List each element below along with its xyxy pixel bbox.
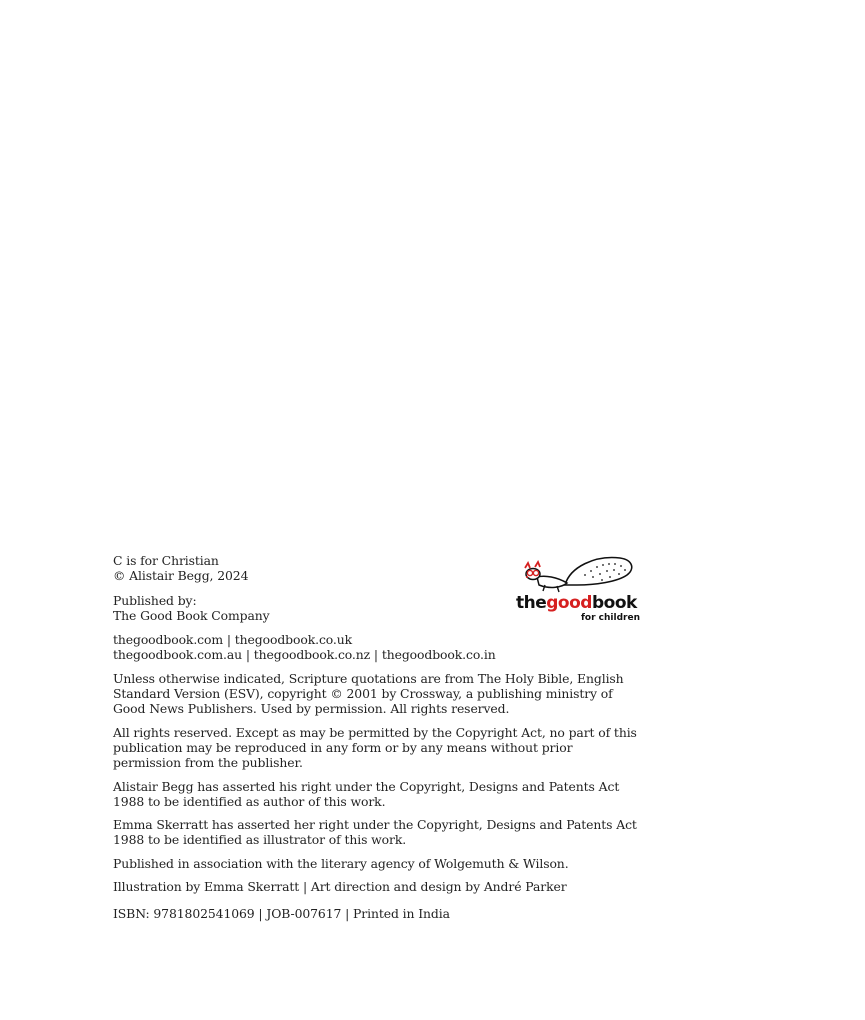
book-title: C is for Christian bbox=[113, 553, 219, 568]
copyright-line: © Alistair Begg, 2024 bbox=[113, 568, 249, 584]
logo-word-good: good bbox=[546, 593, 592, 613]
credits-line: Illustration by Emma Skerratt | Art direction and design by André Parker bbox=[113, 879, 567, 895]
websites-line-1: thegoodbook.com | thegoodbook.co.uk bbox=[113, 632, 353, 648]
squirrel-illustration-icon bbox=[515, 555, 635, 597]
logo-word-the: the bbox=[516, 593, 547, 613]
logo-word-book: book bbox=[591, 593, 637, 613]
logo-wordmark bbox=[516, 593, 637, 613]
websites-block bbox=[113, 632, 643, 663]
author-assertion: Alistair Begg has asserted his right under the Copyright, Designs and Patents Act 1988 to be identified as author of this work. bbox=[113, 778, 620, 809]
rights-notice: All rights reserved. Except as may be permitted by the Copyright Act, no part of this publication may be reproduced in any form or by any means without prior permission from the publisher. bbox=[113, 724, 637, 771]
scripture-notice: Unless otherwise indicated, Scripture quotations are from The Holy Bible, English Standard Version (ESV), copyright © 2001 by Crossway, a publishing ministry of Good News Publishers. Used by permission. All rights reserved. bbox=[113, 670, 624, 717]
published-by-label: Published by: bbox=[113, 592, 197, 608]
publisher-logo bbox=[515, 555, 640, 630]
logo-subtitle: for children bbox=[581, 613, 640, 623]
illustrator-assertion: Emma Skerratt has asserted her right under the Copyright, Designs and Patents Act 1988 to be identified as illustrator of this work. bbox=[113, 817, 637, 848]
websites-line-2: thegoodbook.com.au | thegoodbook.co.nz | thegoodbook.co.in bbox=[113, 647, 496, 663]
publisher-name: The Good Book Company bbox=[113, 607, 270, 623]
agency-notice: Published in association with the literary agency of Wolgemuth & Wilson. bbox=[113, 855, 569, 871]
isbn-line: ISBN: 9781802541069 | JOB-007617 | Printed in India bbox=[113, 906, 450, 922]
